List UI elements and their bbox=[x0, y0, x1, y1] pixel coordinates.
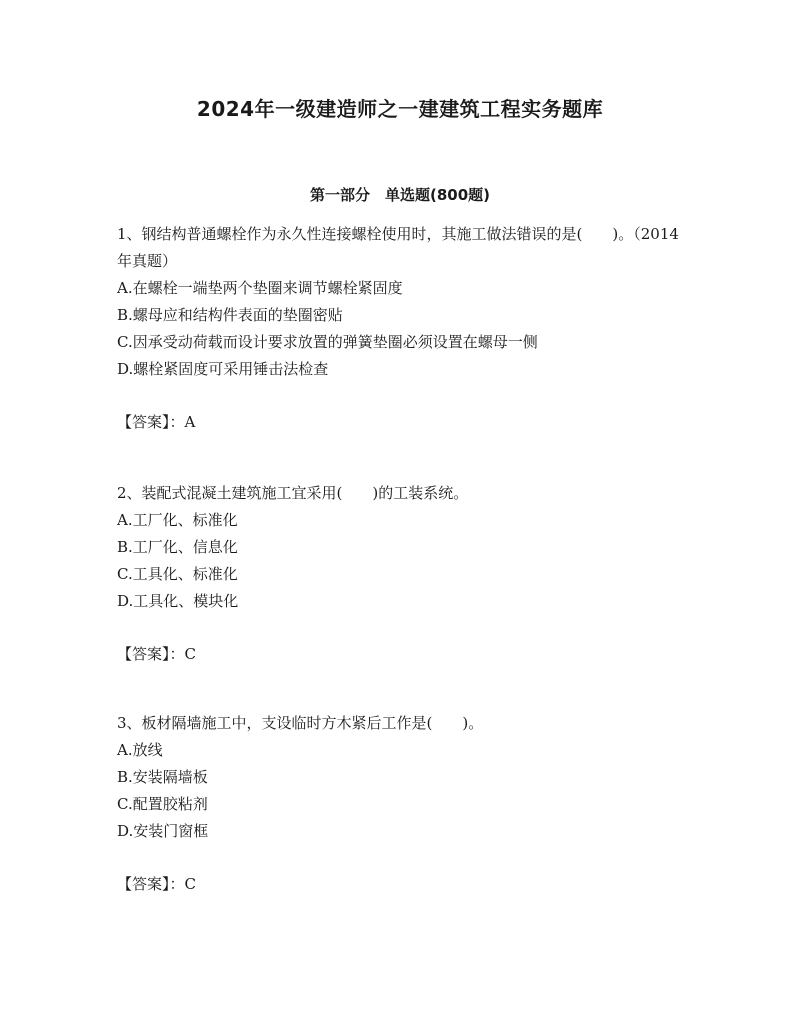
question-block bbox=[117, 710, 697, 898]
option-b: B.安装隔墙板 bbox=[117, 768, 208, 786]
section-title: 第一部分 单选题(800题) bbox=[309, 186, 491, 204]
option-c: C.因承受动荷载而设计要求放置的弹簧垫圈必须设置在螺母一侧 bbox=[117, 333, 538, 351]
question-stem: 3、板材隔墙施工中，支设临时方木紧后工作是( )。 bbox=[117, 714, 484, 732]
option-d: D.工具化、模块化 bbox=[117, 592, 239, 610]
option-c: C.配置胶粘剂 bbox=[117, 795, 208, 813]
question-stem: 1、钢结构普通螺栓作为永久性连接螺栓使用时，其施工做法错误的是( )。（2014 年真题） bbox=[117, 225, 684, 270]
question-block bbox=[117, 221, 697, 436]
answer-line: 【答案】：C bbox=[117, 645, 196, 663]
option-b: B.螺母应和结构件表面的垫圈密贴 bbox=[117, 306, 343, 324]
answer-line: 【答案】：A bbox=[117, 413, 196, 431]
option-d: D.螺栓紧固度可采用锤击法检查 bbox=[117, 360, 329, 378]
option-c: C.工具化、标准化 bbox=[117, 565, 238, 583]
option-a: A.在螺栓一端垫两个垫圈来调节螺栓紧固度 bbox=[117, 279, 403, 297]
question-stem: 2、装配式混凝土建筑施工宜采用( )的工装系统。 bbox=[117, 484, 469, 502]
option-d: D.安装门窗框 bbox=[117, 822, 209, 840]
document-title: 2024年一级建造师之一建建筑工程实务题库 bbox=[196, 97, 604, 121]
question-block bbox=[117, 480, 697, 668]
option-b: B.工厂化、信息化 bbox=[117, 538, 238, 556]
option-a: A.放线 bbox=[117, 741, 163, 759]
option-a: A.工厂化、标准化 bbox=[117, 511, 238, 529]
answer-line: 【答案】：C bbox=[117, 875, 196, 893]
